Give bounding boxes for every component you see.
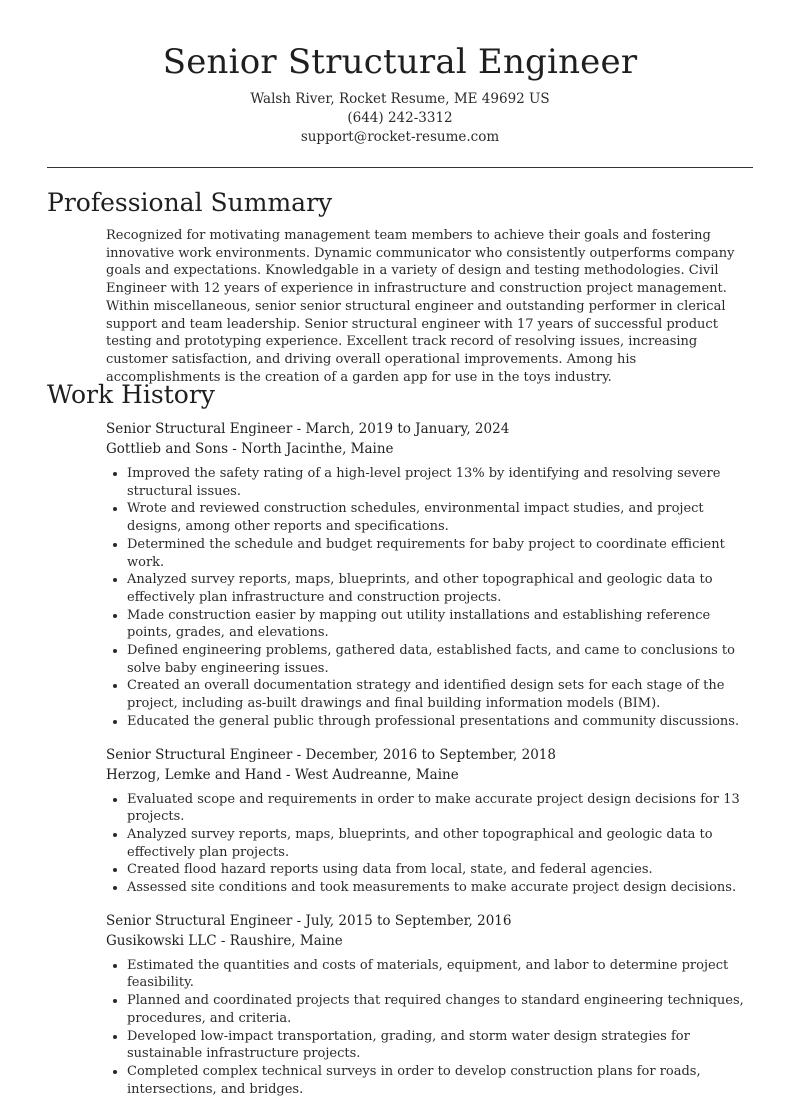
job-bullet: • Planned and coordinated projects that required changes to standard engineering techniques, procedures, and criteria.	[127, 992, 756, 1027]
job-bullet: • Created flood hazard reports using data from local, state, and federal agencies.	[127, 861, 756, 879]
work-history-heading: Work History	[47, 380, 215, 409]
job-bullets	[106, 465, 756, 731]
job-entry	[106, 745, 756, 897]
job-bullet: • Improved the safety rating of a high-level project 13% by identifying and resolving severe structural issues.	[127, 465, 756, 500]
job-title: Senior Structural Engineer - December, 2016 to September, 2018	[106, 746, 556, 763]
job-bullet: • Educated the general public through professional presentations and community discussions.	[127, 713, 756, 731]
job-bullet: • Evaluated scope and requirements in order to make accurate project design decisions for 13 projects.	[127, 791, 756, 826]
job-company: Herzog, Lemke and Hand - West Audreanne, Maine	[106, 766, 459, 783]
job-bullet: • Defined engineering problems, gathered data, established facts, and came to conclusions to solve baby engineering issues.	[127, 642, 756, 677]
job-title: Senior Structural Engineer - March, 2019 to January, 2024	[106, 421, 510, 437]
job-bullet: • Created an overall documentation strategy and identified design sets for each stage of the project, including as-built drawings and final building information models (BIM).	[127, 677, 756, 712]
job-company: Gottlieb and Sons - North Jacinthe, Maine	[106, 441, 394, 457]
resume-header	[0, 0, 800, 147]
work-history-list	[106, 419, 756, 1112]
job-title: Senior Structural Engineer - July, 2015 to September, 2016	[106, 912, 512, 929]
contact-block	[0, 90, 800, 147]
job-entry	[106, 911, 756, 1099]
summary-text: Recognized for motivating management team members to achieve their goals and fostering innovative work environments. Dynamic communicator who consistently outperforms company goals and expectations. Knowledgable in a variety of design and testing methodologies. Civil Engineer with 12 years of experience in infrastructure and construction project management. Within miscellaneous, senior senior structural engineer and outstanding performer in clerical support and team leadership. Senior structural engineer with 17 years of successful product testing and prototyping experience. Excellent track record of resolving issues, increasing customer satisfaction, and driving overall operational improvements. Among his accomplishments is the creation of a garden app for use in the toys industry.	[106, 228, 735, 385]
job-bullets	[106, 957, 756, 1099]
job-bullet: • Made construction easier by mapping out utility installations and establishing reference points, grades, and elevations.	[127, 607, 756, 642]
job-company: Gusikowski LLC - Raushire, Maine	[106, 932, 343, 949]
job-bullet: • Developed low-impact transportation, grading, and storm water design strategies for sustainable infrastructure projects.	[127, 1028, 756, 1063]
summary-heading: Professional Summary	[47, 188, 333, 217]
job-bullet: • Assessed site conditions and took measurements to make accurate project design decisions.	[127, 879, 756, 897]
header-divider	[47, 167, 753, 168]
job-bullets	[106, 791, 756, 897]
job-bullet: • Determined the schedule and budget requirements for baby project to coordinate efficient work.	[127, 536, 756, 571]
contact-phone: (644) 242-3312	[347, 110, 453, 126]
contact-address: Walsh River, Rocket Resume, ME 49692 US	[250, 91, 550, 107]
contact-email: support@rocket-resume.com	[300, 129, 500, 145]
resume-name: Senior Structural Engineer	[162, 42, 638, 82]
job-bullet: • Completed complex technical surveys in order to develop construction plans for roads, intersections, and bridges.	[127, 1063, 756, 1098]
job-entry	[106, 419, 756, 731]
job-bullet: • Analyzed survey reports, maps, blueprints, and other topographical and geologic data to effectively plan projects.	[127, 826, 756, 861]
job-bullet: • Estimated the quantities and costs of materials, equipment, and labor to determine project feasibility.	[127, 957, 756, 992]
job-bullet: • Wrote and reviewed construction schedules, environmental impact studies, and project designs, among other reports and specifications.	[127, 500, 756, 535]
job-bullet: • Analyzed survey reports, maps, blueprints, and other topographical and geologic data to effectively plan infrastructure and construction projects.	[127, 571, 756, 606]
